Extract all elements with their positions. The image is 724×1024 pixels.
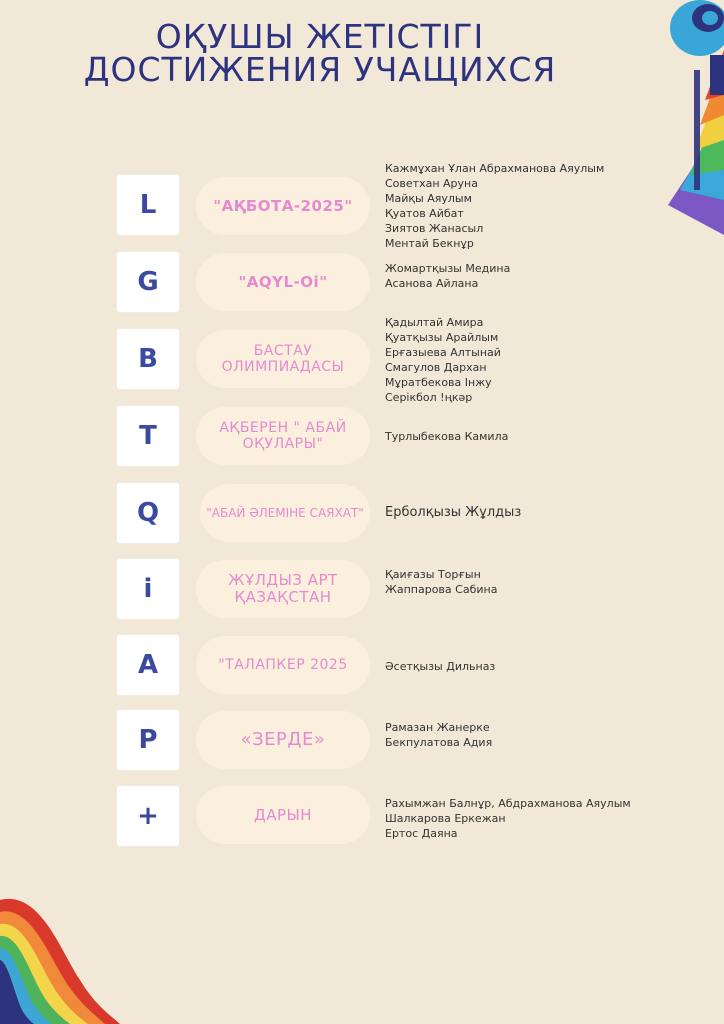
letter-tile: + [117,786,179,846]
letter-tile: G [117,252,179,312]
event-pill: "АҚБОТА-2025" [196,177,370,235]
student-names [385,720,715,750]
student-names [385,796,715,841]
student-names [385,429,715,444]
student-names [385,161,715,251]
event-pill: «ЗЕРДЕ» [196,711,370,769]
student-name: Жаппарова Сабина [385,583,498,596]
student-name: Смагулов Дархан [385,361,487,374]
student-names [385,505,715,520]
rainbow-wave-icon [0,890,120,1024]
student-name: Мұратбекова Інжу [385,376,492,389]
student-name: Шалкарова Еркежан [385,812,506,825]
student-name: Серікбол !ңкәр [385,391,473,404]
student-name: Рамазан Жанерке [385,721,490,734]
student-name: Бекпулатова Адия [385,736,493,749]
student-name: Советхан Аруна [385,177,478,190]
letter-tile: P [117,710,179,770]
letter-tile: A [117,635,179,695]
letter-tile: T [117,406,179,466]
student-name: Рахымжан Балнұр, Абдрахманова Аяулым [385,797,631,810]
student-names [385,659,715,674]
student-names [385,567,715,597]
student-name: Қадылтай Амира [385,316,484,329]
student-name: Ерболқызы Жұлдыз [385,505,522,520]
event-pill: "AQYL-Oi" [196,253,370,311]
letter-tile: L [117,175,179,235]
student-name: Асанова Айлана [385,277,479,290]
student-name: Қаиғазы Торғын [385,568,481,581]
letter-tile: B [117,329,179,389]
student-name: Әсетқызы Дильназ [385,660,496,673]
event-pill: "АБАЙ ӘЛЕМІНЕ САЯХАТ" [200,484,370,542]
event-pill: ДАРЫН [196,786,370,844]
student-names [385,261,715,291]
event-pill: АҚБЕРЕН " АБАЙ ОҚУЛАРЫ" [196,407,370,465]
student-name: Жомартқызы Медина [385,262,511,275]
page-title-kazakh: ОҚУШЫ ЖЕТІСТІГІ [155,17,485,56]
student-name: Майқы Аяулым [385,192,472,205]
event-pill: БАСТАУ ОЛИМПИАДАСЫ [196,330,370,388]
student-name: Қуатов Айбат [385,207,464,220]
event-pill: ЖҰЛДЫЗ АРТ ҚАЗАҚСТАН [196,560,370,618]
event-pill: "ТАЛАПКЕР 2025 [196,636,370,694]
student-name: Ментай Бекнұр [385,237,474,250]
student-name: Ертос Даяна [385,827,458,840]
student-name: Турлыбекова Камила [385,430,509,443]
student-name: Зиятов Жанасыл [385,222,484,235]
student-name: Қуатқызы Арайлым [385,331,499,344]
letter-tile: Q [117,483,179,543]
page-title-russian: ДОСТИЖЕНИЯ УЧАЩИХСЯ [83,50,557,89]
letter-tile: i [117,559,179,619]
student-name: Ерғазыева Алтынай [385,346,501,359]
student-name: Кажмұхан Ұлан Абрахманова Аяулым [385,162,605,175]
student-names [385,315,715,405]
